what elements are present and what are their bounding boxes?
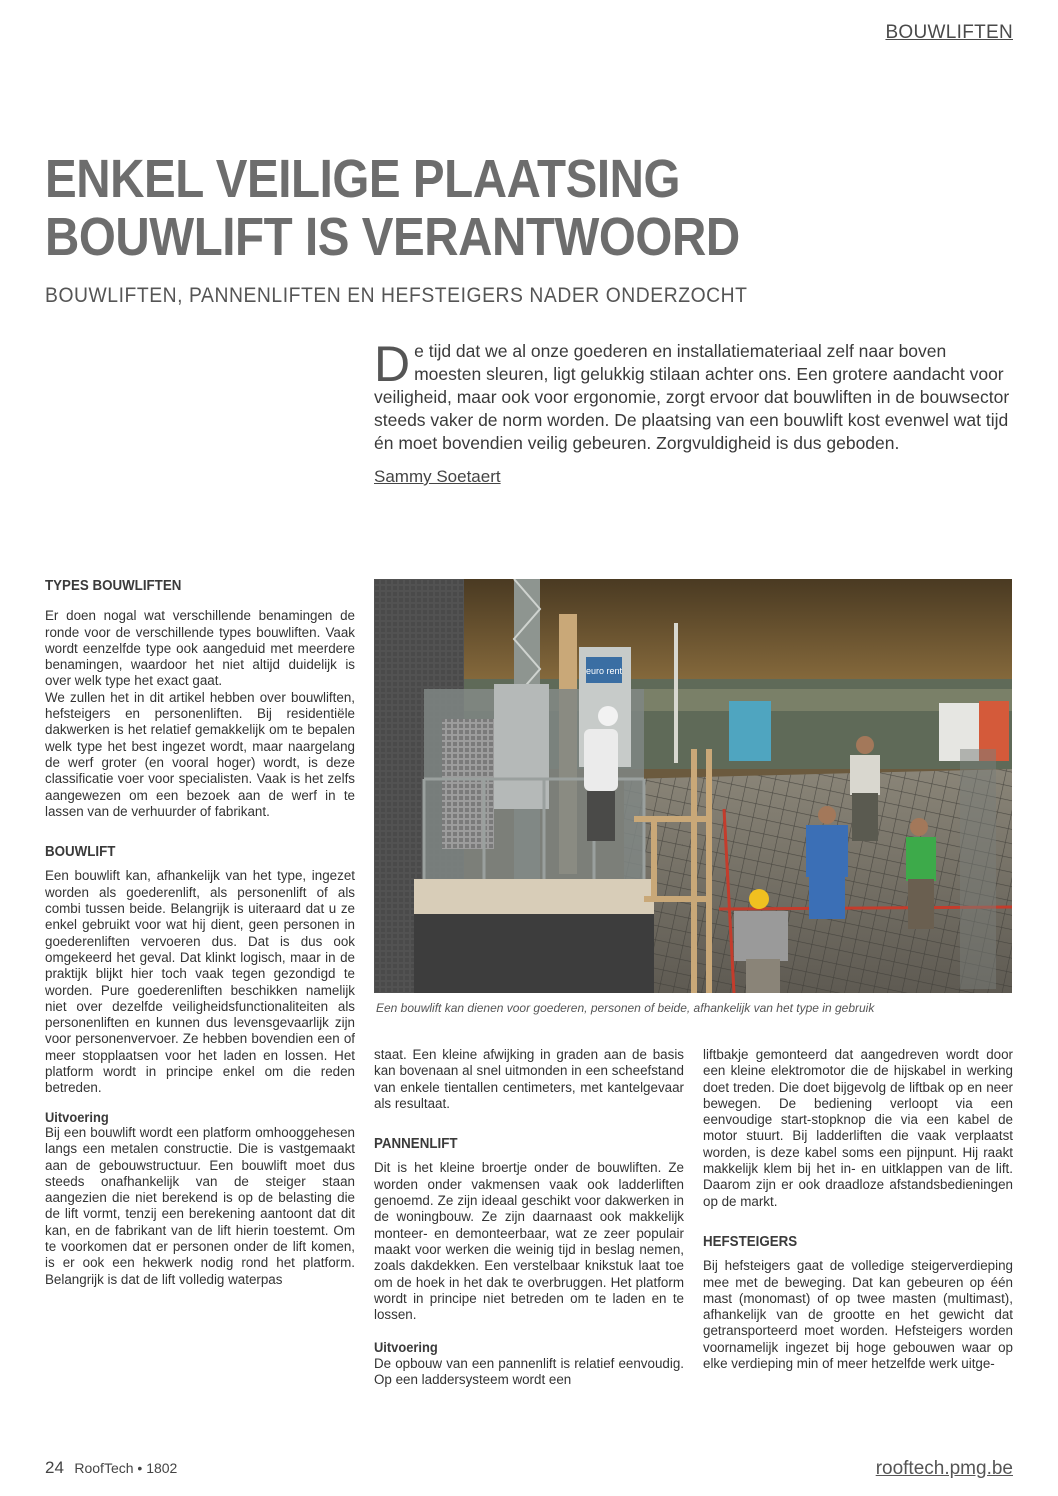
article-column-1 xyxy=(45,578,355,1288)
paragraph-uitvoering-2: De opbouw van een pannenlift is relatief eenvoudig. Op een laddersysteem wordt een xyxy=(374,1355,684,1388)
photo-caption: Een bouwlift kan dienen voor goederen, personen of beide, afhankelijk van het type in gebruik xyxy=(376,1001,875,1015)
article-column-2 xyxy=(374,1047,684,1388)
article-subheadline: BOUWLIFTEN, PANNENLIFTEN EN HEFSTEIGERS NADER ONDERZOCHT xyxy=(45,284,748,307)
article-column-3 xyxy=(703,1047,1013,1372)
construction-lift-photo xyxy=(374,579,1012,993)
heading-hefsteigers: HEFSTEIGERS xyxy=(703,1233,798,1250)
paragraph-uitvoering-1: Bij een bouwlift wordt een platform omhooggehesen langs een metalen constructie. Die is vastgemaakt aan de gebouwstructuur. Een bouwlift moet dus steeds onafhankelijk van de steiger staan aangezien die niet berekend is op de belasting die de lift vormt, tenzij een berekening aantoont dat dit kan, en de fabrikant van de lift hierin toestemt. Om te voorkomen dat er personen onder de lift komen, is er ook een hekwerk nodig rond het platform. Belangrijk is dat de lift volledig waterpas xyxy=(45,1124,355,1287)
paragraph-hefsteigers: Bij hefsteigers gaat de volledige steigerverdieping mee met de beweging. Dat kan gebeuren op één mast (monomast) of op twee masten (multimast), afhankelijk van de grootte en het gewicht dat getransporteerd moet worden. Hefsteigers worden voornamelijk ingezet bij hoge gebouwen waar op elke verdieping min of meer hetzelfde werk uitge- xyxy=(703,1258,1013,1372)
heading-uitvoering-1: Uitvoering xyxy=(45,1108,109,1125)
paragraph-continued-3: liftbakje gemonteerd dat aangedreven wordt door een kleine elektromotor die de hijskabel in werking doet treden. Die doet bijgevolg de liftbak op en neer bewegen. De bediening verloopt via een eenvoudige start-stopknop die via een kabel de motor stuurt. Bij ladderliften die vaak verplaatst worden, is deze kabel soms een pijnpunt. Hij raakt makkelijk klem bij het in- en uitklappen van de lift. Daarom zijn er ook draadloze afstandsbedieningen op de markt. xyxy=(703,1047,1013,1209)
paragraph-bouwlift: Een bouwlift kan, afhankelijk van het type, ingezet worden als goederenlift, als personenlift of als combi tussen beide. Belangrijk is uiteraard dat u ze enkel gebruikt voor wat hij dient, geen personen in goederenliften vervoeren dus. Dat is dus ook omgekeerd het geval. Dat klinkt logisch, maar in de praktijk blijkt hier toch vaak tegen gezondigd te worden. Pure goederenliften beschikken namelijk niet over dezelfde veiligheidsfunctionaliteiten als personenliften en kunnen dus levensgevaarlijk zijn voor personenvervoer. Ze hebben bovendien een of meer stopplaatsen voor het laden en lossen. Het platform wordt in principe enkel om die reden betreden. xyxy=(45,868,355,1096)
lift-sign-text: euro rent xyxy=(585,666,623,676)
page-number: 24 xyxy=(45,1458,64,1477)
paragraph-pannenlift: Dit is het kleine broertje onder de bouwliften. Ze worden onder vakmensen vaak ook ladderliften genoemd. Ze zijn ideaal geschikt voor dakwerken in de woningbouw. Ze zijn daarnaast ook makkelijk monteer- en demonteerbaar, wat ze zeer populair maakt voor werken die weinig tijd in beslag nemen, zoals dakdekken. Een verstelbaar knikstuk laat toe om de hoek in het dak te overbruggen. Het platform wordt in principe niet betreden om te laden en te lossen. xyxy=(374,1160,684,1323)
paragraph-types-2: We zullen het in dit artikel hebben over bouwliften, hefsteigers en personenliften. Bij residentiële dakwerken is het relatief gemakkelijk om te bepalen welk type het best ingezet wordt, maar naargelang de werf groter (en vooral hoger) wordt, is deze classificatie voer voor specialisten. Vaak is het zelfs aangewezen om een bezoek aan de werf in te lassen van de verhuurder of fabrikant. xyxy=(45,689,355,819)
paragraph-continued-2: staat. Een kleine afwijking in graden aan de basis kan bovenaan al snel uitmonden in een scheefstand van enkele tientallen centimeters, met kantelgevaar als resultaat. xyxy=(374,1047,684,1111)
page-footer-info xyxy=(45,1458,177,1478)
headline-line-2: BOUWLIFT IS VERANTWOORD xyxy=(45,207,740,267)
headline-line-1: ENKEL VEILIGE PLAATSING xyxy=(45,149,681,209)
heading-pannenlift: PANNENLIFT xyxy=(374,1136,458,1153)
intro-text: e tijd dat we al onze goederen en installatiemateriaal zelf naar boven moesten sleuren, ligt gelukkig stilaan achter ons. Een grotere aandacht voor veiligheid, maar ook voor ergonomie, zorgt ervoor dat bouwliften in de bouwsector steeds vaker de norm worden. De plaatsing van een bouwlift kost evenwel wat tijd én moet bovendien veilig gebeuren. Zorgvuldigheid is dus geboden. xyxy=(374,341,1010,453)
paragraph-types-1: Er doen nogal wat verschillende benamingen de ronde voor de verschillende types bouwliften. Vaak wordt eenzelfde type ook aangeduid met meerdere benamingen, waardoor het niet altijd duidelijk is over welk type het exact gaat. xyxy=(45,608,355,689)
author-byline[interactable]: Sammy Soetaert xyxy=(374,467,501,486)
intro-paragraph xyxy=(374,336,1014,455)
heading-bouwlift: BOUWLIFT xyxy=(45,844,116,861)
photo-illustration xyxy=(374,579,1012,993)
heading-types-bouwliften: TYPES BOUWLIFTEN xyxy=(45,578,182,594)
article-headline xyxy=(45,150,890,266)
drop-cap: D xyxy=(374,336,411,392)
section-tag[interactable]: BOUWLIFTEN xyxy=(885,22,1013,43)
heading-uitvoering-2: Uitvoering xyxy=(374,1339,438,1356)
website-link[interactable]: rooftech.pmg.be xyxy=(875,1458,1013,1479)
magazine-issue: RoofTech • 1802 xyxy=(74,1460,178,1476)
